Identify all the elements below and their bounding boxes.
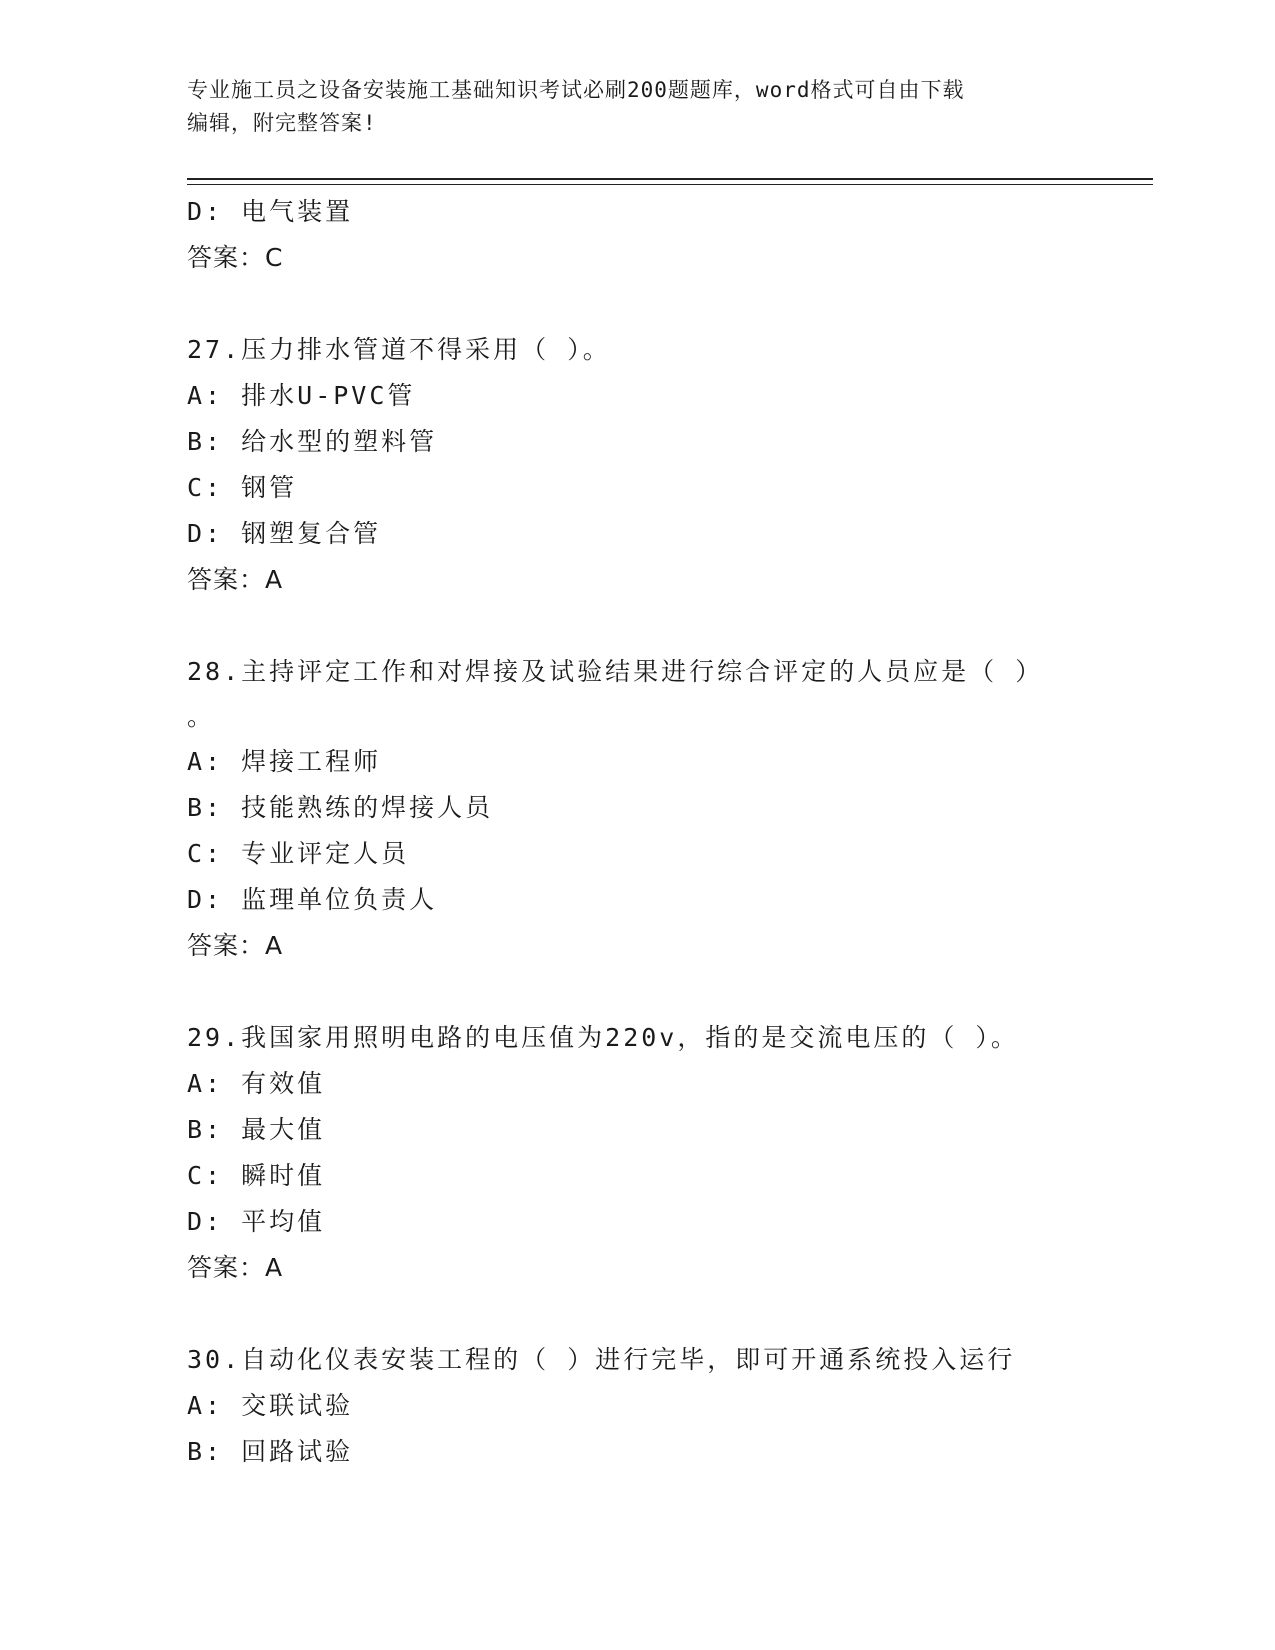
question-stem-continuation: 。 <box>187 702 216 731</box>
spacer <box>187 1291 1153 1337</box>
option-c: C: 专业评定人员 <box>187 839 410 868</box>
spacer <box>187 603 1153 649</box>
option-b: B: 最大值 <box>187 1115 326 1144</box>
option-b: B: 回路试验 <box>187 1437 354 1466</box>
option-d: D: 电气装置 <box>187 197 354 226</box>
header-line-2: 编辑，附完整答案! <box>187 111 377 135</box>
spacer <box>187 969 1153 1015</box>
answer: 答案：A <box>187 565 284 594</box>
header-divider-thin <box>187 184 1153 185</box>
spacer <box>187 281 1153 327</box>
option-c: C: 瞬时值 <box>187 1161 326 1190</box>
option-b: B: 给水型的塑料管 <box>187 427 438 456</box>
question-stem: 27.压力排水管道不得采用（ ）。 <box>187 335 611 364</box>
answer: 答案：A <box>187 931 284 960</box>
question-stem: 30.自动化仪表安装工程的（ ）进行完毕，即可开通系统投入运行 <box>187 1345 1016 1374</box>
header-line-1: 专业施工员之设备安装施工基础知识考试必刷200题题库，word格式可自由下载 <box>187 78 965 102</box>
option-b: B: 技能熟练的焊接人员 <box>187 793 494 822</box>
option-c: C: 钢管 <box>187 473 298 502</box>
option-d: D: 监理单位负责人 <box>187 885 438 914</box>
option-a: A: 交联试验 <box>187 1391 354 1420</box>
question-stem: 28.主持评定工作和对焊接及试验结果进行综合评定的人员应是（ ） <box>187 657 1044 686</box>
option-a: A: 有效值 <box>187 1069 326 1098</box>
option-d: D: 钢塑复合管 <box>187 519 382 548</box>
header-divider-thick <box>187 178 1153 180</box>
option-a: A: 焊接工程师 <box>187 747 382 776</box>
document-header <box>187 74 1087 140</box>
answer: 答案：C <box>187 243 284 272</box>
option-d: D: 平均值 <box>187 1207 326 1236</box>
answer: 答案：A <box>187 1253 284 1282</box>
question-stem: 29.我国家用照明电路的电压值为220v，指的是交流电压的（ ）。 <box>187 1023 1019 1052</box>
question-list <box>187 189 1153 1475</box>
option-a: A: 排水U-PVC管 <box>187 381 416 410</box>
